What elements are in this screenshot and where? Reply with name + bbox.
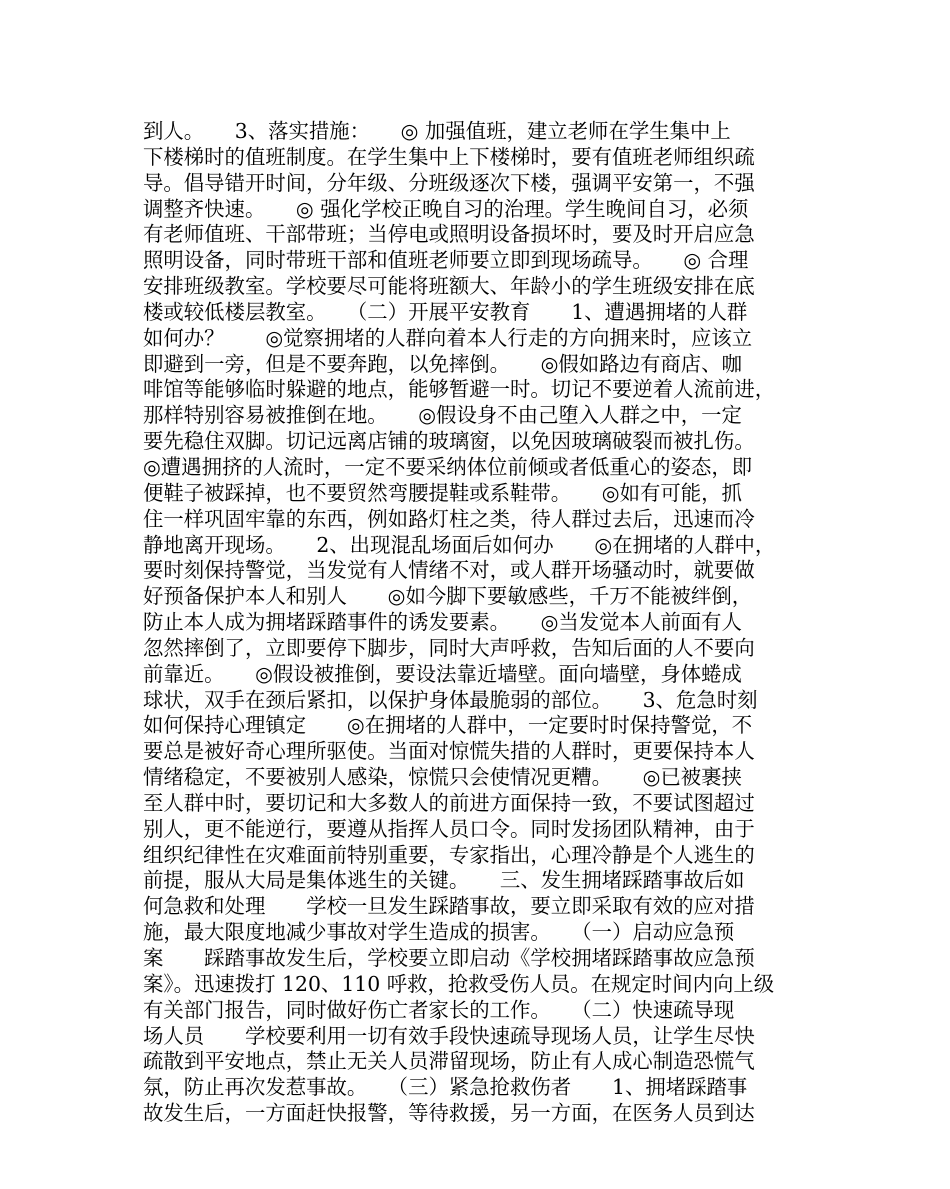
text-line: 住一样巩固牢靠的东西，例如路灯柱之类，待人群过去后，迅速而冷	[143, 506, 755, 531]
text-line: 至人群中时，要切记和大多数人的前进方面保持一致，不要试图超过	[143, 790, 755, 815]
text-line: 场人员 学校要利用一切有效手段快速疏导现场人员，让学生尽快	[143, 1023, 755, 1048]
text-line: 氛，防止再次发惹事故。 （三）紧急抢救伤者 1、拥堵踩踏事	[143, 1075, 748, 1100]
text-line: 如何办？ ◎觉察拥堵的人群向着本人行走的方向拥来时，应该立	[143, 325, 753, 350]
text-line: ◎遭遇拥挤的人流时，一定不要采纳体位前倾或者低重心的姿态，即	[143, 454, 753, 479]
text-line: 组织纪律性在灾难面前特别重要，专家指出，心理冷静是个人逃生的	[143, 842, 755, 867]
text-line: 导。倡导错开时间，分年级、分班级逐次下楼，强调平安第一，不强	[143, 170, 755, 195]
text-line: 情绪稳定，不要被别人感染，惊慌只会使情况更糟。 ◎已被裹挟	[143, 765, 742, 790]
text-line: 要总是被好奇心理所驱使。当面对惊慌失措的人群时，更要保持本人	[143, 739, 755, 764]
text-line: 防止本人成为拥堵踩踏事件的诱发要素。 ◎当发觉本人前面有人	[143, 610, 742, 635]
text-line: 便鞋子被踩掉，也不要贸然弯腰提鞋或系鞋带。 ◎如有可能，抓	[143, 480, 742, 505]
text-line: 何急救和处理 学校一旦发生踩踏事故，要立即采取有效的应对措	[143, 894, 755, 919]
body-text	[143, 119, 823, 1127]
text-line: 别人，更不能逆行，要遵从指挥人员口令。同时发扬团队精神，由于	[143, 816, 755, 841]
text-line: 球状，双手在颈后紧扣，以保护身体最脆弱的部位。 3、危急时刻	[143, 687, 758, 712]
text-line: 有关部门报告，同时做好伤亡者家长的工作。 （二）快速疏导现	[143, 997, 735, 1022]
text-line: 施，最大限度地减少事故对学生造成的损害。 （一）启动应急预	[143, 920, 735, 945]
text-line: 到人。 3、落实措施： ◎ 加强值班，建立老师在学生集中上	[143, 119, 731, 143]
text-line: 那样特别容易被推倒在地。 ◎假设身不由己堕入人群之中，一定	[143, 403, 742, 428]
text-line: 忽然摔倒了，立即要停下脚步，同时大声呼救，告知后面的人不要向	[143, 635, 755, 660]
text-line: 好预备保护本人和别人 ◎如今脚下要敏感些，千万不能被绊倒，	[143, 584, 753, 609]
text-line: 有老师值班、干部带班；当停电或照明设备损坏时，要及时开启应急	[143, 222, 755, 247]
text-line: 照明设备，同时带班干部和值班老师要立即到现场疏导。 ◎ 合理	[143, 248, 749, 273]
text-line: 要先稳住双脚。切记远离店铺的玻璃窗，以免因玻璃破裂而被扎伤。	[143, 429, 755, 454]
text-line: 即避到一旁，但是不要奔跑，以免摔倒。 ◎假如路边有商店、咖	[143, 351, 742, 376]
text-line: 故发生后，一方面赶快报警，等待救援，另一方面，在医务人员到达	[143, 1101, 755, 1126]
text-line: 案》。迅速拨打 120、110 呼救，抢救受伤人员。在规定时间内向上级	[143, 971, 775, 996]
text-line: 案 踩踏事故发生后，学校要立即启动《学校拥堵踩踏事故应急预	[143, 946, 755, 970]
text-line: 调整齐快速。 ◎ 强化学校正晚自习的治理。学生晚间自习，必须	[143, 196, 749, 221]
text-line: 前靠近。 ◎假设被推倒，要设法靠近墙壁。面向墙壁，身体蜷成	[143, 661, 742, 686]
text-line: 啡馆等能够临时躲避的地点，能够暂避一时。切记不要逆着人流前进，	[143, 377, 776, 402]
text-line: 如何保持心理镇定 ◎在拥堵的人群中，一定要时时保持警觉，不	[143, 713, 753, 738]
text-line: 静地离开现场。 2、出现混乱场面后如何办 ◎在拥堵的人群中，	[143, 532, 776, 557]
text-line: 要时刻保持警觉，当发觉有人情绪不对，或人群开场骚动时，就要做	[143, 558, 755, 583]
text-line: 楼或较低楼层教室。 （二）开展平安教育 1、遭遇拥堵的人群	[143, 299, 748, 324]
text-line: 前提，服从大局是集体逃生的关键。 三、发生拥堵踩踏事故后如	[143, 868, 745, 893]
text-line: 安排班级教室。学校要尽可能将班额大、年龄小的学生班级安排在底	[143, 274, 755, 299]
text-line: 下楼梯时的值班制度。在学生集中上下楼梯时，要有值班老师组织疏	[143, 144, 755, 169]
text-line: 疏散到平安地点，禁止无关人员滞留现场，防止有人成心制造恐慌气	[143, 1049, 755, 1074]
